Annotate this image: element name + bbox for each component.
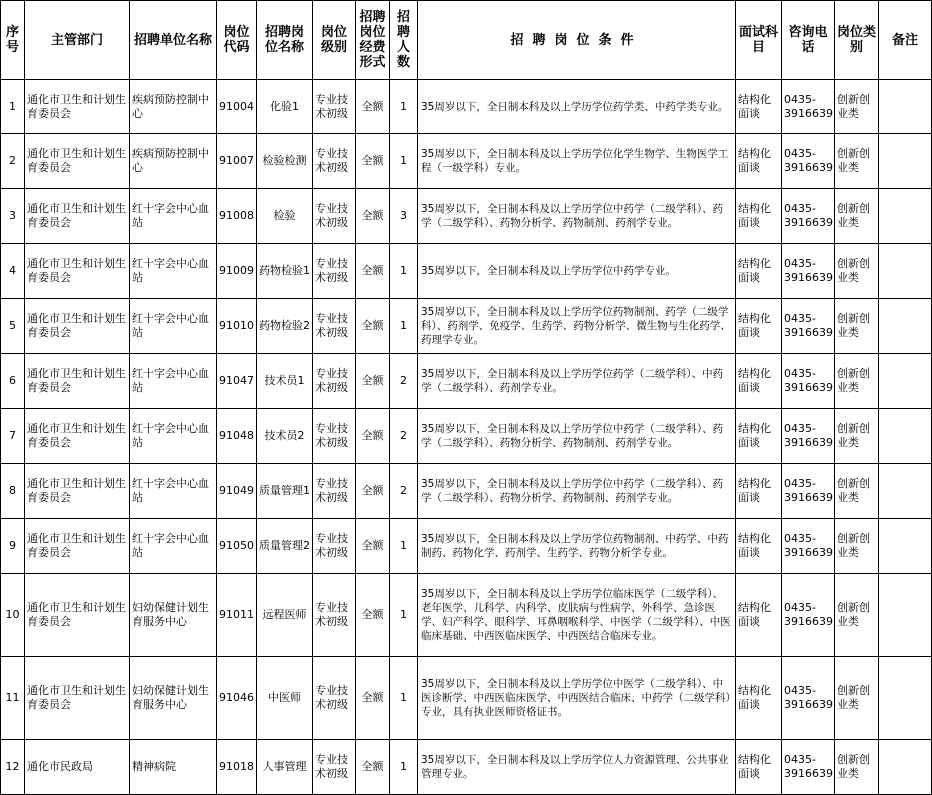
row-seq: 5	[1, 299, 25, 354]
row-type: 创新创业类	[835, 464, 879, 519]
row-type: 创新创业类	[835, 244, 879, 299]
row-position: 中医师	[257, 657, 313, 740]
row-seq: 8	[1, 464, 25, 519]
row-dept: 通化市卫生和计划生育委员会	[25, 299, 130, 354]
header-dept: 主管部门	[25, 1, 130, 80]
header-funding: 招聘岗位经费形式	[356, 1, 390, 80]
row-level: 专业技术初级	[313, 80, 356, 134]
row-unit: 妇幼保健计划生育服务中心	[130, 657, 217, 740]
row-funding: 全额	[356, 244, 390, 299]
row-unit: 妇幼保健计划生育服务中心	[130, 574, 217, 657]
header-code: 岗位代码	[217, 1, 257, 80]
row-conditions: 35周岁以下，全日制本科及以上学历学位中医学（二级学科）、中医诊断学、中西医临床医学、中西医结合临床、中药学（二级学科）专业，具有执业医师资格证书。	[418, 657, 736, 740]
row-type: 创新创业类	[835, 409, 879, 464]
row-phone: 0435-3916639	[782, 657, 835, 740]
row-seq: 4	[1, 244, 25, 299]
row-exam: 结构化面谈	[736, 657, 782, 740]
row-seq: 12	[1, 740, 25, 795]
row-unit: 红十字会中心血站	[130, 244, 217, 299]
row-conditions: 35周岁以下，全日制本科及以上学历学位临床医学（二级学科）、老年医学、儿科学、内科学、皮肤病与性病学、外科学、急诊医学、妇产科学、眼科学、耳鼻咽喉科学、中医学（二级学科）、中医临床基础、中西医临床医学、中西医结合临床专业。	[418, 574, 736, 657]
row-type: 创新创业类	[835, 134, 879, 189]
row-note	[879, 299, 932, 354]
row-position: 药物检验2	[257, 299, 313, 354]
row-level: 专业技术初级	[313, 134, 356, 189]
row-unit: 红十字会中心血站	[130, 519, 217, 574]
row-type: 创新创业类	[835, 657, 879, 740]
row-note	[879, 464, 932, 519]
row-conditions: 35周岁以下，全日制本科及以上学历学位中药学（二级学科）、药学（二级学科）、药物分析学、药物制剂、药剂学专业。	[418, 409, 736, 464]
table-row	[1, 409, 932, 464]
header-exam: 面试科目	[736, 1, 782, 80]
row-type: 创新创业类	[835, 80, 879, 134]
table-row	[1, 80, 932, 134]
row-dept: 通化市卫生和计划生育委员会	[25, 574, 130, 657]
table-row	[1, 189, 932, 244]
row-count: 1	[390, 519, 418, 574]
row-note	[879, 409, 932, 464]
table-row	[1, 740, 932, 795]
row-note	[879, 657, 932, 740]
row-phone: 0435-3916639	[782, 740, 835, 795]
row-conditions: 35周岁以下，全日制本科及以上学历学位药学类、中药学类专业。	[418, 80, 736, 134]
row-unit: 红十字会中心血站	[130, 464, 217, 519]
table-row	[1, 519, 932, 574]
row-exam: 结构化面谈	[736, 409, 782, 464]
row-dept: 通化市卫生和计划生育委员会	[25, 354, 130, 409]
header-type: 岗位类别	[835, 1, 879, 80]
row-seq: 10	[1, 574, 25, 657]
row-funding: 全额	[356, 299, 390, 354]
row-note	[879, 740, 932, 795]
header-seq: 序号	[1, 1, 25, 80]
row-conditions: 35周岁以下，全日制本科及以上学历学位药学（二级学科）、中药学（二级学科）、药剂学专业。	[418, 354, 736, 409]
row-note	[879, 574, 932, 657]
row-dept: 通化市卫生和计划生育委员会	[25, 244, 130, 299]
row-dept: 通化市卫生和计划生育委员会	[25, 189, 130, 244]
row-exam: 结构化面谈	[736, 134, 782, 189]
row-phone: 0435-3916639	[782, 244, 835, 299]
row-conditions: 35周岁以下，全日制本科及以上学历学位化学生物学、生物医学工程（一级学科）专业。	[418, 134, 736, 189]
row-code: 91009	[217, 244, 257, 299]
row-level: 专业技术初级	[313, 657, 356, 740]
header-note: 备注	[879, 1, 932, 80]
row-position: 化验1	[257, 80, 313, 134]
row-conditions: 35周岁以下，全日制本科及以上学历学位中药学（二级学科）、药学（二级学科）、药物分析学、药物制剂、药剂学专业。	[418, 464, 736, 519]
table-row	[1, 354, 932, 409]
row-count: 2	[390, 409, 418, 464]
row-type: 创新创业类	[835, 299, 879, 354]
row-conditions: 35周岁以下，全日制本科及以上学历学位人力资源管理、公共事业管理专业。	[418, 740, 736, 795]
row-code: 91004	[217, 80, 257, 134]
table-row	[1, 134, 932, 189]
row-code: 91046	[217, 657, 257, 740]
row-phone: 0435-3916639	[782, 134, 835, 189]
row-count: 1	[390, 299, 418, 354]
row-code: 91011	[217, 574, 257, 657]
row-phone: 0435-3916639	[782, 519, 835, 574]
row-unit: 红十字会中心血站	[130, 299, 217, 354]
row-count: 1	[390, 244, 418, 299]
row-dept: 通化市民政局	[25, 740, 130, 795]
row-conditions: 35周岁以下，全日制本科及以上学历学位中药学（二级学科）、药学（二级学科）、药物分析学、药物制剂、药剂学专业。	[418, 189, 736, 244]
row-exam: 结构化面谈	[736, 299, 782, 354]
row-exam: 结构化面谈	[736, 519, 782, 574]
row-code: 91047	[217, 354, 257, 409]
row-dept: 通化市卫生和计划生育委员会	[25, 80, 130, 134]
row-count: 1	[390, 80, 418, 134]
row-level: 专业技术初级	[313, 519, 356, 574]
row-position: 技术员1	[257, 354, 313, 409]
row-seq: 7	[1, 409, 25, 464]
row-dept: 通化市卫生和计划生育委员会	[25, 519, 130, 574]
header-level: 岗位级别	[313, 1, 356, 80]
row-funding: 全额	[356, 519, 390, 574]
row-unit: 红十字会中心血站	[130, 354, 217, 409]
row-dept: 通化市卫生和计划生育委员会	[25, 464, 130, 519]
header-row	[1, 1, 932, 80]
row-code: 91007	[217, 134, 257, 189]
row-type: 创新创业类	[835, 189, 879, 244]
row-position: 质量管理1	[257, 464, 313, 519]
row-conditions: 35周岁以下，全日制本科及以上学历学位中药学专业。	[418, 244, 736, 299]
header-phone: 咨询电话	[782, 1, 835, 80]
row-seq: 9	[1, 519, 25, 574]
row-dept: 通化市卫生和计划生育委员会	[25, 657, 130, 740]
row-funding: 全额	[356, 80, 390, 134]
row-unit: 红十字会中心血站	[130, 189, 217, 244]
row-type: 创新创业类	[835, 354, 879, 409]
row-seq: 11	[1, 657, 25, 740]
row-count: 1	[390, 740, 418, 795]
row-seq: 2	[1, 134, 25, 189]
row-exam: 结构化面谈	[736, 80, 782, 134]
row-level: 专业技术初级	[313, 464, 356, 519]
table-row	[1, 464, 932, 519]
row-exam: 结构化面谈	[736, 740, 782, 795]
row-note	[879, 189, 932, 244]
row-funding: 全额	[356, 574, 390, 657]
row-note	[879, 244, 932, 299]
row-funding: 全额	[356, 134, 390, 189]
row-unit: 红十字会中心血站	[130, 409, 217, 464]
row-phone: 0435-3916639	[782, 189, 835, 244]
row-unit: 疾病预防控制中心	[130, 134, 217, 189]
row-dept: 通化市卫生和计划生育委员会	[25, 134, 130, 189]
row-unit: 疾病预防控制中心	[130, 80, 217, 134]
row-funding: 全额	[356, 657, 390, 740]
row-level: 专业技术初级	[313, 244, 356, 299]
row-phone: 0435-3916639	[782, 299, 835, 354]
header-unit: 招聘单位名称	[130, 1, 217, 80]
row-position: 技术员2	[257, 409, 313, 464]
row-note	[879, 354, 932, 409]
table-row	[1, 244, 932, 299]
row-conditions: 35周岁以下，全日制本科及以上学历学位药物制剂、中药学、中药制药、药物化学、药剂学、生药学、药物分析学专业。	[418, 519, 736, 574]
row-code: 91018	[217, 740, 257, 795]
row-funding: 全额	[356, 189, 390, 244]
row-type: 创新创业类	[835, 574, 879, 657]
row-dept: 通化市卫生和计划生育委员会	[25, 409, 130, 464]
row-seq: 3	[1, 189, 25, 244]
row-note	[879, 134, 932, 189]
row-count: 3	[390, 189, 418, 244]
row-exam: 结构化面谈	[736, 464, 782, 519]
row-count: 2	[390, 464, 418, 519]
row-note	[879, 519, 932, 574]
row-level: 专业技术初级	[313, 189, 356, 244]
row-type: 创新创业类	[835, 519, 879, 574]
table-row	[1, 657, 932, 740]
row-phone: 0435-3916639	[782, 80, 835, 134]
header-position-name: 招聘岗位名称	[257, 1, 313, 80]
row-exam: 结构化面谈	[736, 574, 782, 657]
row-phone: 0435-3916639	[782, 354, 835, 409]
row-count: 1	[390, 134, 418, 189]
row-exam: 结构化面谈	[736, 244, 782, 299]
table-row	[1, 574, 932, 657]
row-level: 专业技术初级	[313, 299, 356, 354]
row-funding: 全额	[356, 464, 390, 519]
row-phone: 0435-3916639	[782, 574, 835, 657]
row-seq: 1	[1, 80, 25, 134]
row-funding: 全额	[356, 740, 390, 795]
row-position: 质量管理2	[257, 519, 313, 574]
row-level: 专业技术初级	[313, 574, 356, 657]
table-row	[1, 299, 932, 354]
row-unit: 精神病院	[130, 740, 217, 795]
row-code: 91048	[217, 409, 257, 464]
row-position: 药物检验1	[257, 244, 313, 299]
row-count: 2	[390, 354, 418, 409]
row-code: 91008	[217, 189, 257, 244]
row-funding: 全额	[356, 409, 390, 464]
row-type: 创新创业类	[835, 740, 879, 795]
row-seq: 6	[1, 354, 25, 409]
header-count: 招聘人数	[390, 1, 418, 80]
row-phone: 0435-3916639	[782, 409, 835, 464]
row-level: 专业技术初级	[313, 354, 356, 409]
row-level: 专业技术初级	[313, 740, 356, 795]
row-exam: 结构化面谈	[736, 354, 782, 409]
row-funding: 全额	[356, 354, 390, 409]
row-level: 专业技术初级	[313, 409, 356, 464]
row-count: 1	[390, 574, 418, 657]
row-exam: 结构化面谈	[736, 189, 782, 244]
row-code: 91050	[217, 519, 257, 574]
row-note	[879, 80, 932, 134]
row-position: 人事管理	[257, 740, 313, 795]
row-code: 91010	[217, 299, 257, 354]
row-phone: 0435-3916639	[782, 464, 835, 519]
header-conditions: 招聘岗位条件	[418, 1, 736, 80]
row-position: 检验	[257, 189, 313, 244]
row-position: 检验检测	[257, 134, 313, 189]
row-conditions: 35周岁以下，全日制本科及以上学历学位药物制剂、药学（二级学科）、药剂学、免疫学、生药学、药物分析学、微生物与生化药学、药理学专业。	[418, 299, 736, 354]
row-position: 远程医师	[257, 574, 313, 657]
row-code: 91049	[217, 464, 257, 519]
row-count: 1	[390, 657, 418, 740]
